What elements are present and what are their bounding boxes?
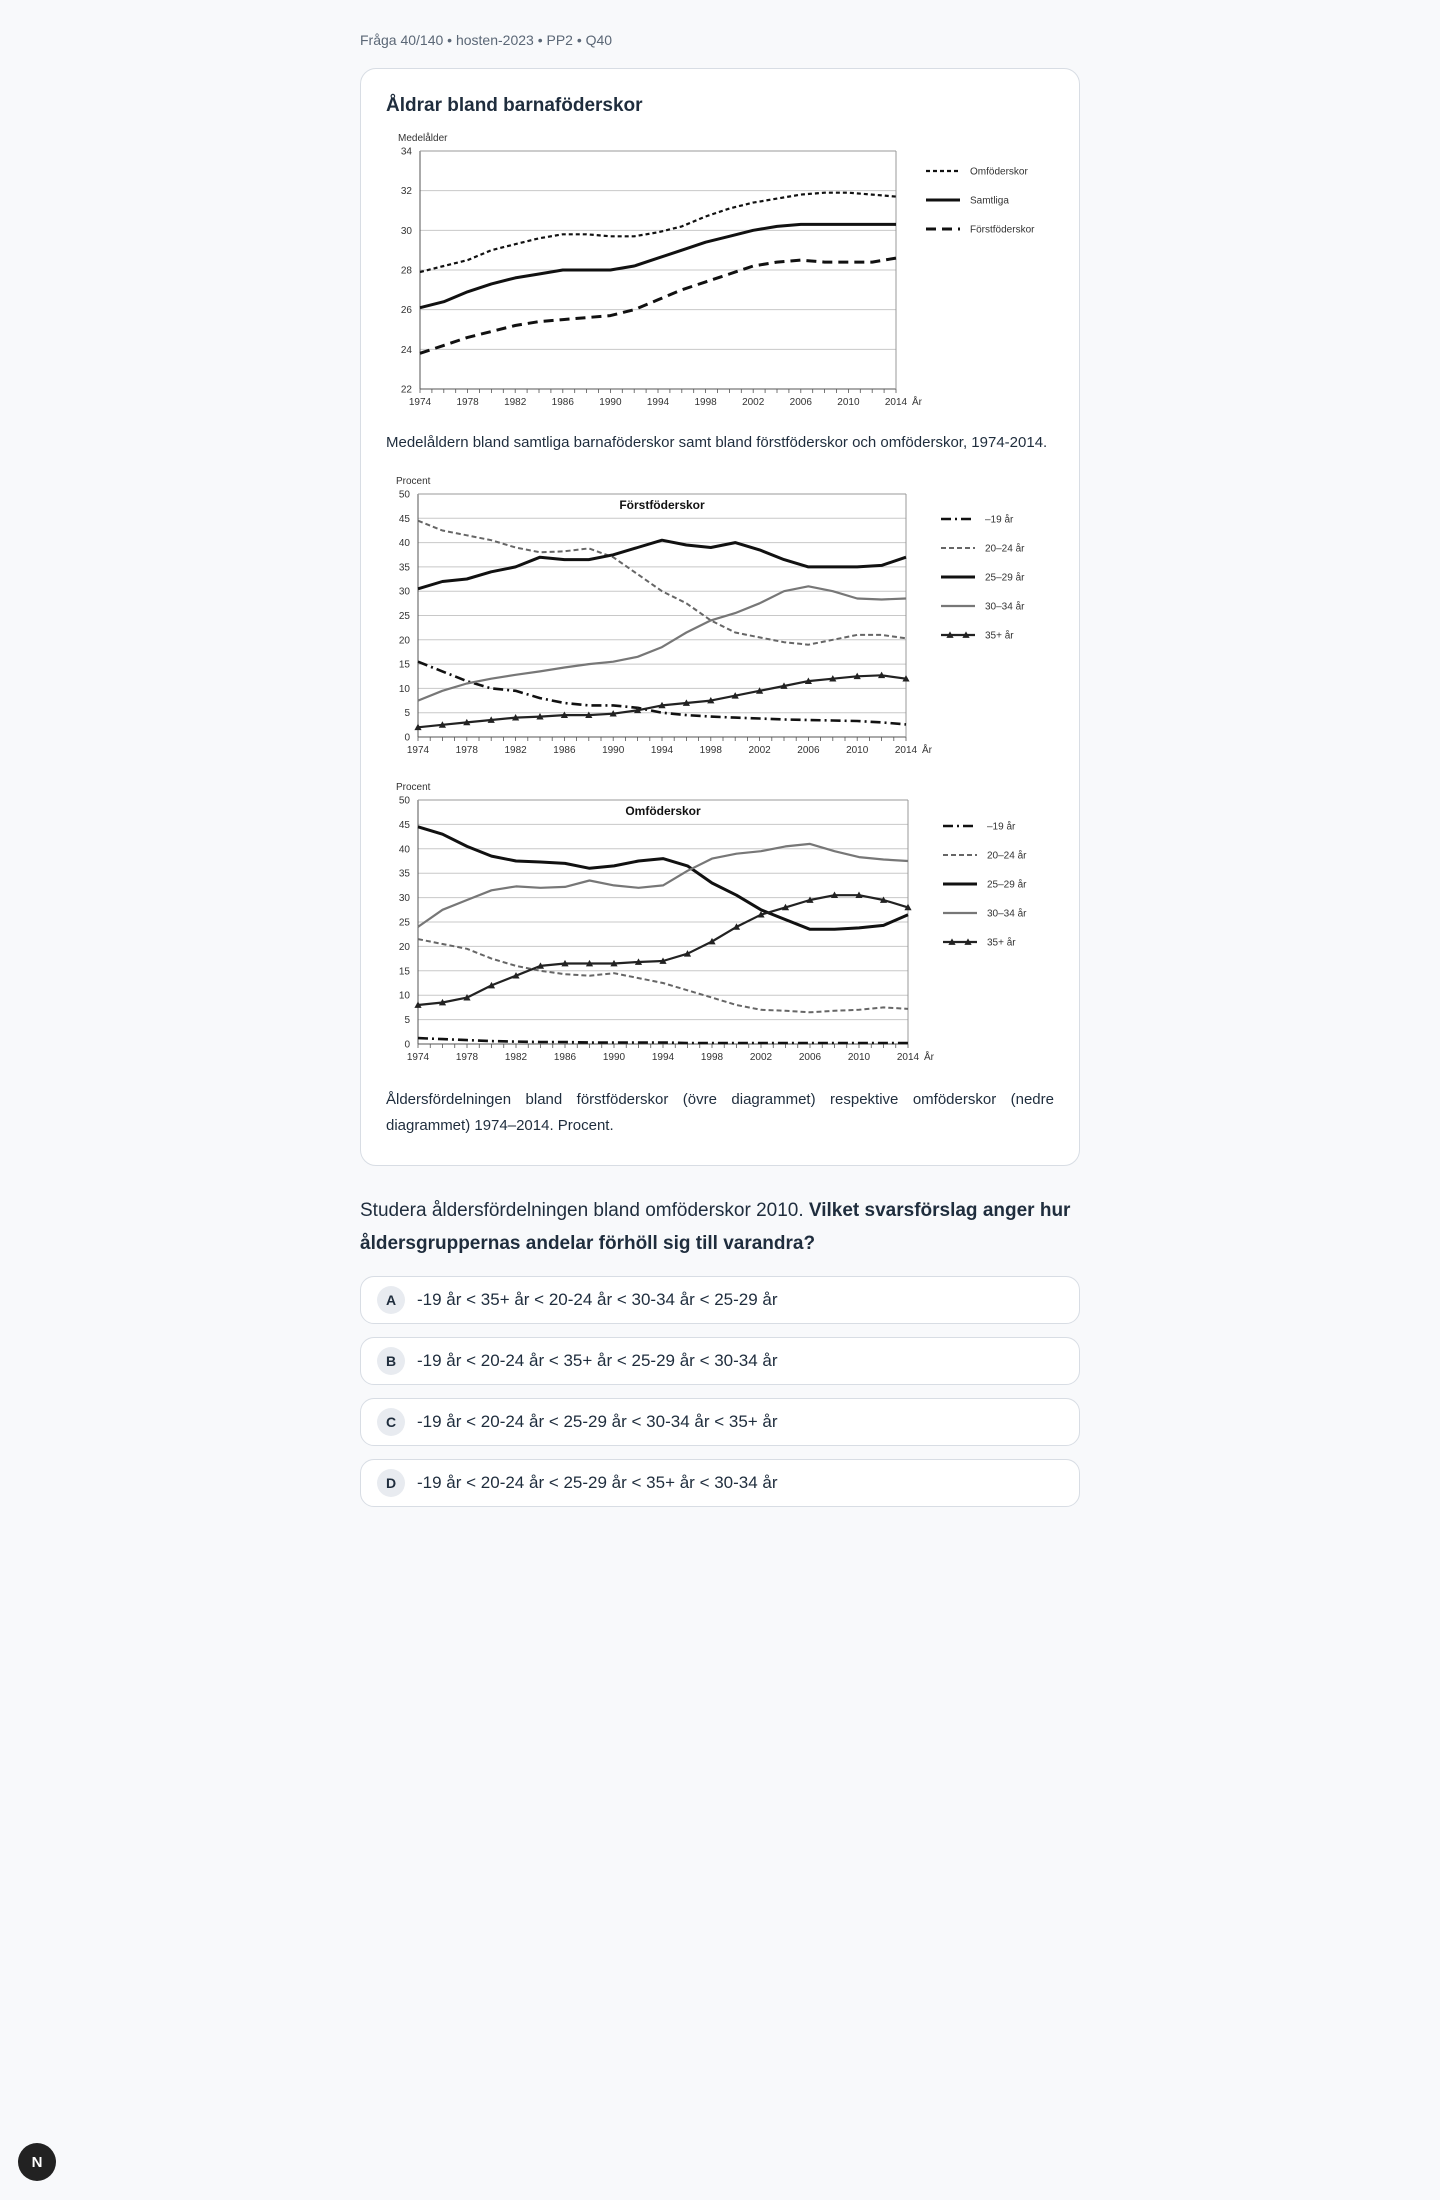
option-letter: B <box>377 1347 405 1375</box>
x-tick-label: 1994 <box>651 1052 675 1063</box>
x-tick-label: 1986 <box>551 397 574 408</box>
x-axis-label: År <box>912 397 922 408</box>
x-tick-label: 1982 <box>504 745 527 756</box>
legend-label: –19 år <box>987 821 1016 833</box>
option-label: -19 år < 20-24 år < 35+ år < 25-29 år < 30-34 år <box>417 1351 778 1370</box>
y-axis-label: Medelålder <box>398 133 448 144</box>
legend-label: 25–29 år <box>987 879 1027 891</box>
y-tick-label: 35 <box>398 562 410 574</box>
x-tick-label: 2002 <box>748 745 771 756</box>
y-tick-label: 40 <box>398 844 410 856</box>
y-tick-label: 20 <box>398 635 410 647</box>
y-axis-label: Procent <box>396 782 431 793</box>
x-tick-label: 1986 <box>553 1052 577 1063</box>
x-tick-label: 2010 <box>846 745 869 756</box>
x-tick-label: 1978 <box>455 745 478 756</box>
y-tick-label: 25 <box>398 611 410 622</box>
y-tick-label: 26 <box>400 305 412 317</box>
figure-card <box>360 68 1080 1166</box>
series-line <box>418 662 906 725</box>
x-tick-label: 2002 <box>742 397 765 408</box>
figure-caption-1: Medelåldern bland samtliga barnaföderskor samt bland förstföderskor och omföderskor, 1974-2014. <box>386 434 1048 451</box>
option-a[interactable] <box>360 1276 1080 1324</box>
x-axis-label: År <box>924 1052 934 1063</box>
x-tick-label: 1978 <box>455 1052 479 1063</box>
figure-caption-2: Åldersfördelningen bland förstföderskor (övre diagrammet) respektive omföderskor (nedre diagrammet) 1974–2014. Procent. <box>386 1091 1054 1134</box>
x-tick-label: 1974 <box>406 745 430 756</box>
x-tick-label: 1986 <box>553 745 576 756</box>
y-tick-label: 0 <box>404 732 410 744</box>
mean-age-chart <box>386 129 1056 419</box>
x-tick-label: 1994 <box>650 745 674 756</box>
y-tick-label: 30 <box>400 225 412 237</box>
series-line <box>420 224 896 307</box>
y-tick-label: 30 <box>398 893 410 905</box>
legend-label: Omföderskor <box>970 166 1028 178</box>
x-tick-label: 1974 <box>408 397 432 408</box>
x-tick-label: 1998 <box>700 1052 724 1063</box>
option-b[interactable] <box>360 1337 1080 1385</box>
y-tick-label: 50 <box>398 795 410 807</box>
legend-label: 35+ år <box>985 630 1014 642</box>
x-tick-label: 1982 <box>504 397 527 408</box>
y-tick-label: 45 <box>398 513 410 525</box>
legend-label: 20–24 år <box>987 850 1027 862</box>
legend-label: 25–29 år <box>985 572 1025 584</box>
series-line <box>418 895 908 1005</box>
x-tick-label: 2010 <box>837 397 860 408</box>
y-tick-label: 15 <box>398 659 410 671</box>
y-tick-label: 15 <box>398 966 410 978</box>
page-content <box>360 0 1080 1520</box>
legend-label: 20–24 år <box>985 543 1025 555</box>
option-letter: C <box>377 1408 405 1436</box>
legend-label: –19 år <box>985 514 1014 526</box>
x-tick-label: 1998 <box>694 397 717 408</box>
answer-options <box>360 1276 1080 1507</box>
legend-label: Samtliga <box>970 195 1009 207</box>
y-tick-label: 40 <box>398 538 410 550</box>
x-tick-label: 1974 <box>406 1052 430 1063</box>
series-line <box>420 258 896 353</box>
y-tick-label: 35 <box>398 868 410 880</box>
y-tick-label: 0 <box>404 1039 410 1051</box>
y-tick-label: 22 <box>400 384 412 396</box>
y-tick-label: 28 <box>400 265 412 277</box>
series-line <box>418 586 906 700</box>
y-axis-label: Procent <box>396 476 431 487</box>
x-tick-label: 1998 <box>699 745 722 756</box>
chart-title: Förstföderskor <box>619 498 705 512</box>
question-lead: Studera åldersfördelningen bland omföderskor 2010. <box>360 1200 809 1221</box>
series-line <box>418 540 906 589</box>
x-tick-label: 2014 <box>884 397 908 408</box>
option-label: -19 år < 20-24 år < 25-29 år < 35+ år < 30-34 år <box>417 1473 778 1492</box>
x-tick-label: 2006 <box>797 745 820 756</box>
y-tick-label: 10 <box>398 683 410 695</box>
option-d[interactable] <box>360 1459 1080 1507</box>
x-tick-label: 2006 <box>789 397 812 408</box>
option-letter: D <box>377 1469 405 1497</box>
y-tick-label: 5 <box>404 708 410 720</box>
y-tick-label: 32 <box>400 186 412 198</box>
x-tick-label: 2006 <box>798 1052 822 1063</box>
x-tick-label: 1990 <box>602 745 625 756</box>
question-meta: Fråga 40/140 • hosten-2023 • PP2 • Q40 <box>360 32 613 48</box>
x-tick-label: 1990 <box>602 1052 626 1063</box>
x-tick-label: 1978 <box>456 397 479 408</box>
y-tick-label: 5 <box>404 1015 410 1027</box>
x-axis-label: År <box>922 745 932 756</box>
first-time-mothers-chart <box>386 472 1056 767</box>
y-tick-label: 30 <box>398 586 410 598</box>
series-line <box>418 1038 908 1043</box>
series-line <box>418 827 908 930</box>
x-tick-label: 2014 <box>896 1052 920 1063</box>
x-tick-label: 2010 <box>847 1052 871 1063</box>
y-tick-label: 45 <box>398 819 410 831</box>
legend-label: 30–34 år <box>985 601 1025 613</box>
legend-label: Förstföderskor <box>970 224 1035 236</box>
x-tick-label: 1990 <box>599 397 622 408</box>
x-tick-label: 1982 <box>504 1052 528 1063</box>
repeat-mothers-chart <box>386 778 1056 1078</box>
y-tick-label: 50 <box>398 489 410 501</box>
legend-label: 30–34 år <box>987 908 1027 920</box>
series-line <box>418 939 908 1012</box>
x-tick-label: 2002 <box>749 1052 773 1063</box>
y-tick-label: 34 <box>400 146 412 158</box>
y-tick-label: 24 <box>400 344 412 356</box>
series-line <box>420 193 896 272</box>
y-tick-label: 20 <box>398 941 410 953</box>
question-text <box>360 1194 1080 1260</box>
legend-label: 35+ år <box>987 937 1016 949</box>
x-tick-label: 1994 <box>646 397 670 408</box>
app-logo-button[interactable] <box>18 2143 56 2181</box>
x-tick-label: 2014 <box>894 745 918 756</box>
option-c[interactable] <box>360 1398 1080 1446</box>
logo-letter: N <box>31 2153 43 2171</box>
option-label: -19 år < 35+ år < 20-24 år < 30-34 år < 25-29 år <box>417 1290 778 1309</box>
y-tick-label: 10 <box>398 990 410 1002</box>
figure-title: Åldrar bland barnaföderskor <box>386 95 643 116</box>
y-tick-label: 25 <box>398 917 410 929</box>
option-label: -19 år < 20-24 år < 25-29 år < 30-34 år < 35+ år <box>417 1412 778 1431</box>
question-bold: Vilket svarsförslag anger hur åldersgruppernas andelar förhöll sig till varandra? <box>360 1200 1071 1254</box>
option-letter: A <box>377 1286 405 1314</box>
chart-title: Omföderskor <box>625 804 701 818</box>
